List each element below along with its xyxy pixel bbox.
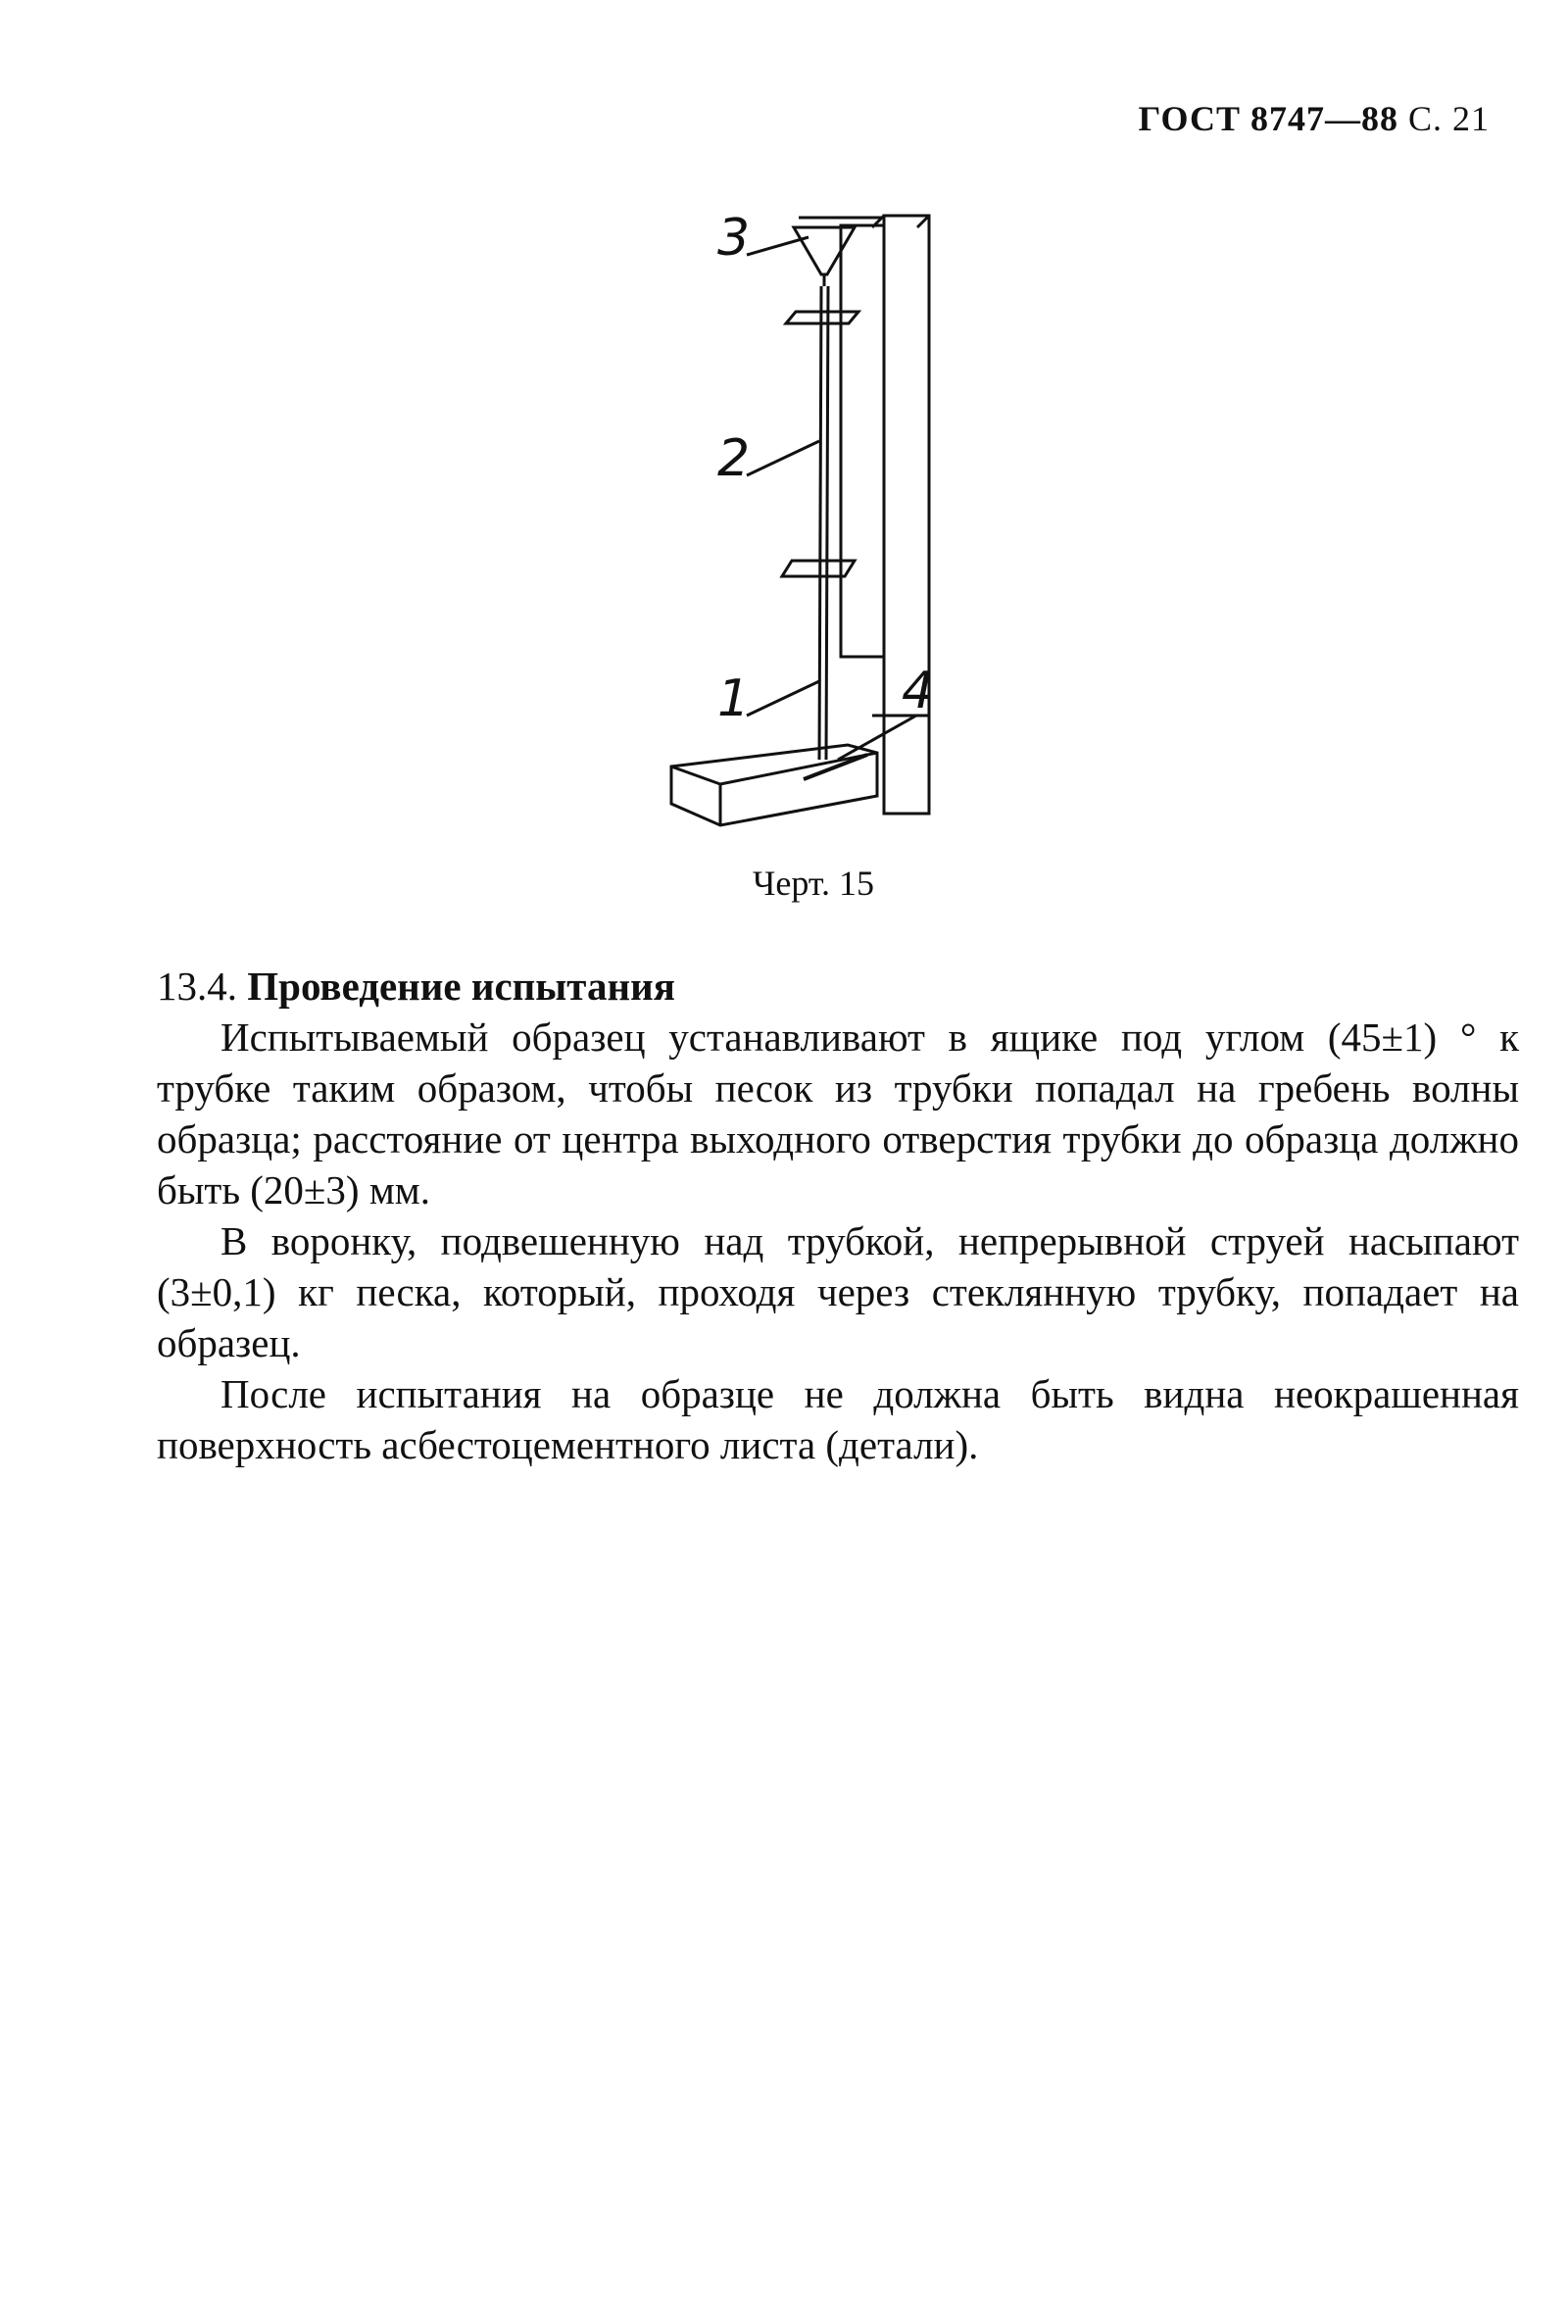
section-13-4 <box>157 961 1519 1470</box>
funnel <box>794 227 855 274</box>
paragraph: В воронку, подвешенную над трубкой, непрерывной струей насыпают (3±0,1) кг песка, который, проходя через стеклянную трубку, попадает на образец. <box>157 1218 1519 1365</box>
section-number: 13.4. <box>157 964 237 1009</box>
tube-left <box>819 286 821 760</box>
label-tube-lower: 1 <box>717 669 751 728</box>
specimen-box <box>671 745 877 825</box>
back-board <box>841 225 884 657</box>
post <box>884 216 929 814</box>
figure-caption: Черт. 15 <box>753 864 874 903</box>
page-header <box>1139 98 1490 139</box>
page-number: С. 21 <box>1407 99 1490 138</box>
figure-drawing <box>627 196 1019 843</box>
tube-right <box>826 286 828 760</box>
paragraph: После испытания на образце не должна быть видна неокрашенная поверхность асбестоцементного листа (детали). <box>157 1371 1519 1467</box>
section-title: Проведение испытания <box>247 964 675 1009</box>
lower-clamp <box>782 561 855 576</box>
standard-number: ГОСТ 8747—88 <box>1138 99 1398 138</box>
label-tube-upper: 2 <box>717 429 751 488</box>
paragraph: Испытываемый образец устанавливают в ящике под углом (45±1) ° к трубке таким образом, чтобы песок из трубки попадал на гребень волны образца; расстояние от центра выходного отверстия трубки до образца должно быть (20±3) мм. <box>157 1014 1519 1212</box>
apparatus-diagram <box>627 196 1019 843</box>
label-funnel: 3 <box>717 209 751 268</box>
label-box: 4 <box>902 662 935 720</box>
section-heading <box>157 961 1519 1012</box>
